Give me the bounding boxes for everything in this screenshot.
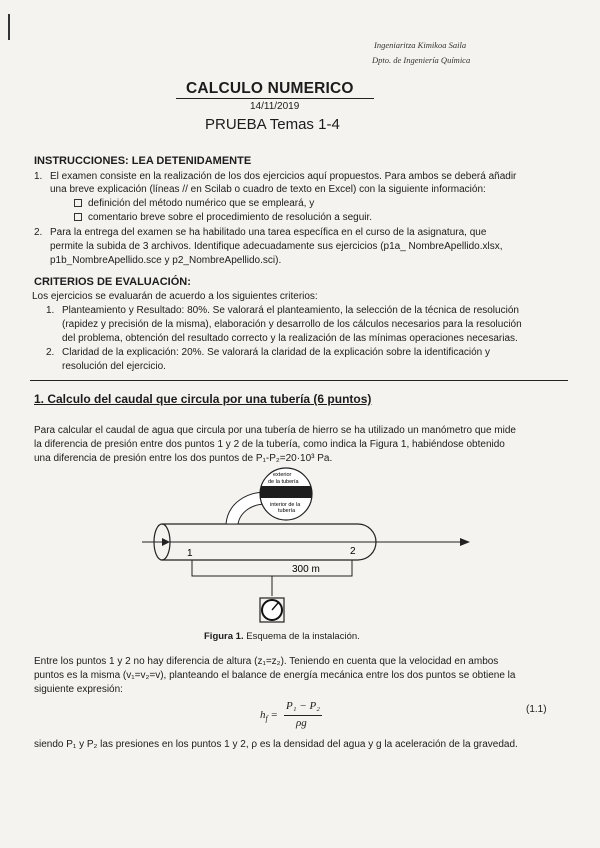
criteria-item1-num: 1.: [46, 305, 55, 316]
instructions-item1-num: 1.: [34, 171, 43, 182]
point-2-label: 2: [350, 546, 356, 557]
equation-fraction-bar: [284, 715, 322, 716]
point-1-label: 1: [187, 548, 193, 559]
equation-lhs-symbol: h: [260, 709, 266, 721]
instructions-bullet1: [74, 197, 314, 210]
equation-number: (1.1): [526, 704, 547, 715]
criteria-item2-line2: resolución del ejercicio.: [62, 361, 166, 372]
checkbox-bullet-icon: [74, 213, 82, 221]
instructions-bullet2-text: comentario breve sobre el procedimiento de resolución a seguir.: [88, 212, 373, 223]
header-department: Dpto. de Ingeniería Química: [372, 55, 471, 65]
instructions-item1-line2: una breve explicación (líneas // en Scilab o cuadro de texto en Excel) con la siguiente información:: [50, 184, 486, 195]
section1-p3: siendo P₁ y P₂ las presiones en los puntos 1 y 2, ρ es la densidad del agua y g la aceleración de la gravedad.: [34, 739, 518, 750]
margin-mark: [8, 14, 10, 40]
flow-arrow-head-left: [162, 538, 170, 546]
instructions-heading: INSTRUCCIONES: LEA DETENIDAMENTE: [34, 155, 252, 167]
instructions-item2-line2: permite la subida de 3 archivos. Identifique adecuadamente sus ejercicios (p1a_ NombreApellido.xlsx,: [50, 241, 503, 252]
pipe-wall-section: [258, 486, 314, 498]
header-author: Ingeniaritza Kimikoa Saila: [374, 40, 467, 50]
inset-exterior-label-2: de la tubería: [268, 479, 299, 485]
title-underline: [176, 98, 374, 99]
checkbox-bullet-icon: [74, 199, 82, 207]
criteria-item1-line1: Planteamiento y Resultado: 80%. Se valorará el planteamiento, la selección de la técnica de resolución: [62, 305, 519, 316]
distance-label: 300 m: [292, 564, 320, 575]
inset-interior-label: interior de la: [270, 502, 301, 508]
inset-exterior-label: exterior: [273, 472, 292, 478]
page-title: CALCULO NUMERICO: [186, 80, 354, 97]
instructions-item1-line1: El examen consiste en la realización de los dos ejercicios aquí propuestos. Para ambos se deberá añadir: [50, 171, 517, 182]
equation-1-1: [256, 698, 346, 732]
instructions-item2-line3: p1b_NombreApellido.sce y p2_NombreApellido.sci).: [50, 255, 282, 266]
equation-numerator: P₁ − P₂: [286, 700, 321, 712]
distance-bracket: [192, 560, 352, 576]
pipe-diagram: [140, 464, 480, 644]
section-divider: [30, 380, 568, 381]
section1-p2-line3: siguiente expresión:: [34, 684, 123, 695]
section1-p1-line1: Para calcular el caudal de agua que circula por una tubería de hierro se ha utilizado un manómetro que mide: [34, 425, 516, 436]
criteria-item1-line3: del problema, obtención del resultado correcto y la realización de las mínimas operaciones necesarias.: [62, 333, 518, 344]
figure-caption: [204, 631, 360, 642]
figure-caption-label: Figura 1.: [204, 631, 244, 642]
inset-interior-label-2: tubería: [278, 508, 296, 514]
section1-p2-line2: puntos es la misma (v₁=v₂=v), planteando el balance de energía mecánica entre los dos puntos se obtiene la: [34, 670, 516, 681]
instructions-item2-num: 2.: [34, 227, 43, 238]
criteria-intro: Los ejercicios se evaluarán de acuerdo a los siguientes criterios:: [32, 291, 318, 302]
instructions-bullet2: [74, 211, 372, 224]
flow-arrow-head-right: [460, 538, 470, 546]
exam-subtitle: PRUEBA Temas 1-4: [205, 116, 340, 133]
instructions-item2-line1: Para la entrega del examen se ha habilitado una tarea específica en el curso de la asignatura, que: [50, 227, 487, 238]
criteria-item1-line2: (rapidez y precisión de la misma), elaboración y desarrollo de los cálculos necesarios para la resolución: [62, 319, 522, 330]
section1-p1-line3: una diferencia de presión entre los dos puntos de P₁-P₂=20·10³ Pa.: [34, 453, 333, 464]
section1-p1-line2: la diferencia de presión entre dos puntos 1 y 2 de la tubería, como indica la Figura 1, habiéndose obtenido: [34, 439, 505, 450]
figure-caption-text: Esquema de la instalación.: [243, 631, 360, 642]
equation-denominator: ρg: [296, 717, 307, 729]
equation-lhs-subscript: f: [265, 714, 268, 724]
criteria-item2-line1: Claridad de la explicación: 20%. Se valorará la claridad de la explicación sobre la identificación y: [62, 347, 491, 358]
instructions-bullet1-text: definición del método numérico que se empleará, y: [88, 198, 315, 209]
section1-heading: 1. Calculo del caudal que circula por una tubería (6 puntos): [34, 392, 372, 406]
equation-lhs: $h_f$ =: [260, 709, 278, 724]
section1-p2-line1: Entre los puntos 1 y 2 no hay diferencia de altura (z₁=z₂). Teniendo en cuenta que la velocidad en ambos: [34, 656, 499, 667]
criteria-heading: CRITERIOS DE EVALUACIÓN:: [34, 276, 191, 288]
criteria-item2-num: 2.: [46, 347, 55, 358]
exam-date: 14/11/2019: [250, 101, 300, 112]
